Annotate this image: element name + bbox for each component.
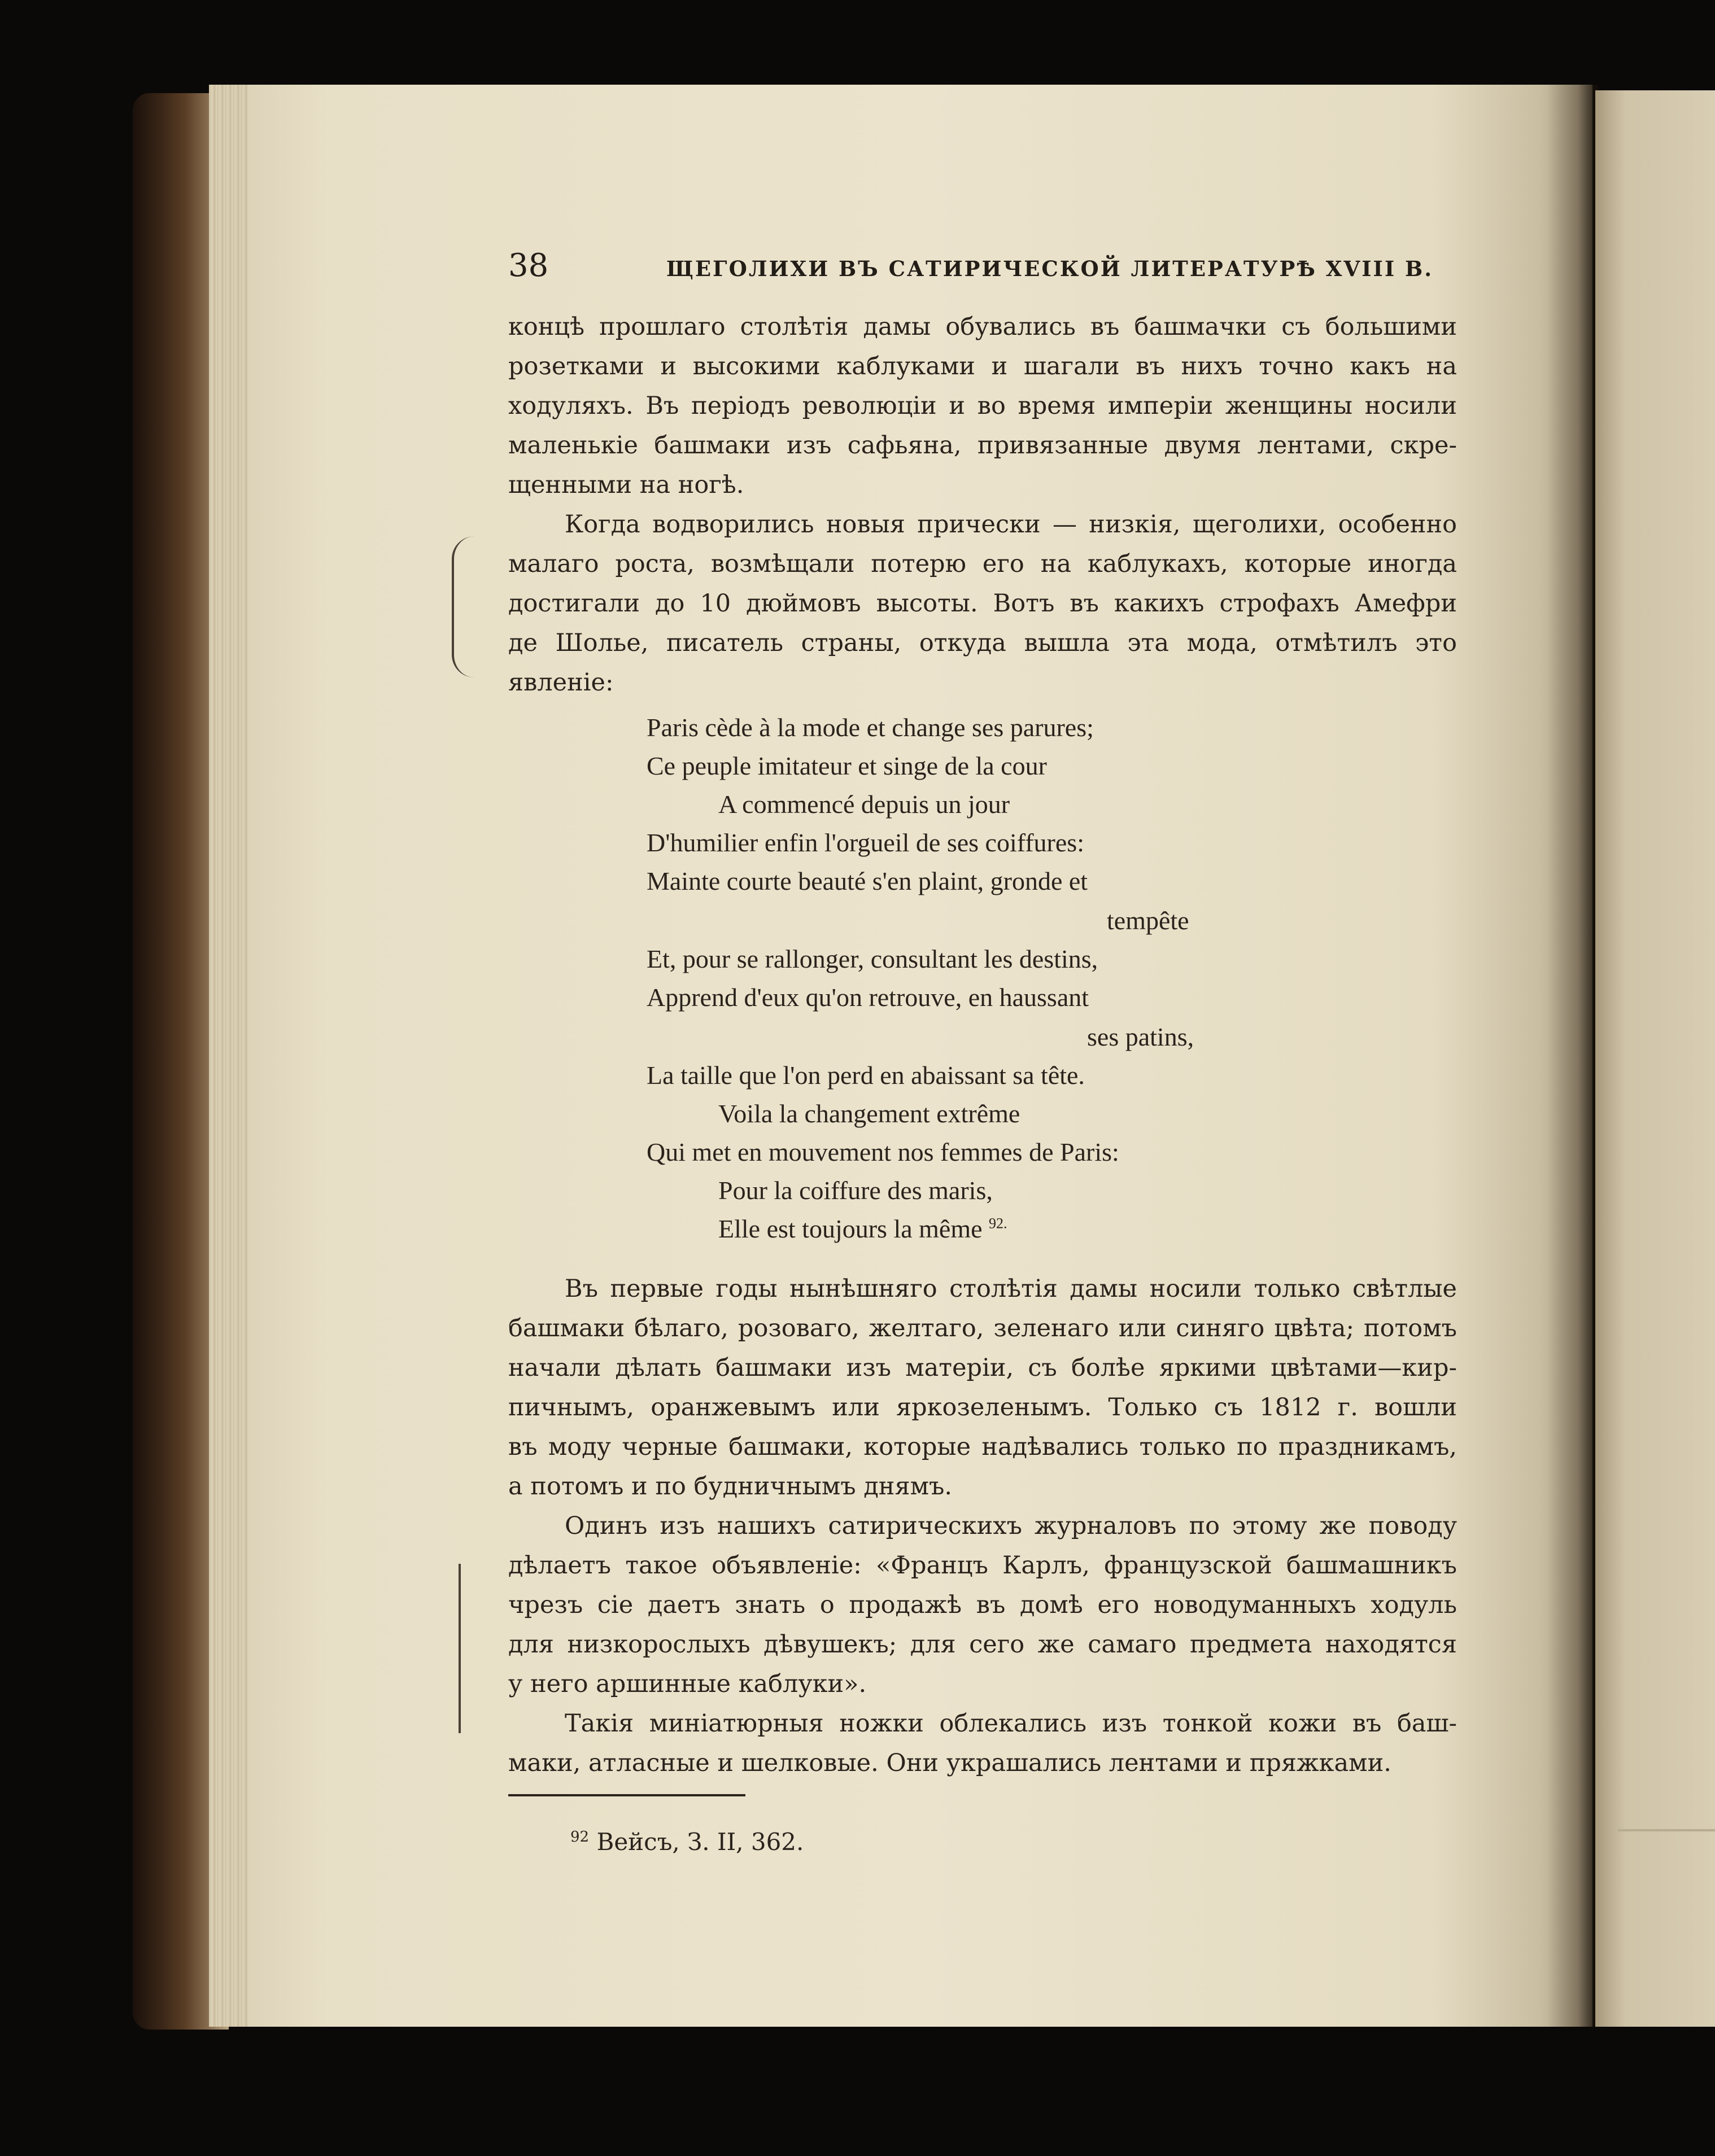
text-line: у него аршинные каблуки».: [508, 1670, 867, 1698]
page-number: 38: [508, 247, 549, 284]
verse-line: D'humilier enfin l'orgueil de ses coiffures:: [647, 828, 1084, 857]
pencil-margin-mark: [452, 536, 477, 677]
verse-line: Et, pour se rallonger, consultant les destins,: [647, 944, 1098, 973]
text-line: дѣлаетъ такое объявленіе: «Францъ Карлъ, французской башмашникъ: [508, 1551, 1457, 1580]
verse-line: Apprend d'eux qu'on retrouve, en haussant: [647, 983, 1089, 1012]
text-line: Въ первые годы нынѣшняго столѣтія дамы носили только свѣтлые: [565, 1275, 1457, 1303]
verse-line: [718, 1214, 1007, 1244]
text-line: ходуляхъ. Въ періодъ революціи и во время имперіи женщины носили: [508, 392, 1457, 420]
verse-line: Qui met en mouvement nos femmes de Paris:: [647, 1138, 1119, 1166]
verse-line: Voila la changement extrême: [718, 1099, 1020, 1128]
text-line: Когда водворились новыя прически — низкія, щеголихи, особенно: [565, 510, 1457, 539]
verse-line: ses patins,: [1087, 1022, 1194, 1051]
facing-page-rule: [1618, 1829, 1715, 1831]
text-line: въ моду черные башмаки, которые надѣвались только по праздникамъ,: [508, 1433, 1457, 1461]
verse-line: Paris cède à la mode et change ses parures;: [647, 713, 1094, 742]
text-line: а потомъ и по будничнымъ днямъ.: [508, 1472, 953, 1501]
footnote-text: Вейсъ, З. II, 362.: [596, 1828, 804, 1856]
verse-line: Ce peuple imitateur et singe de la cour: [647, 751, 1047, 780]
gutter-shadow: [1547, 85, 1598, 2027]
verse-line: tempête: [1107, 906, 1189, 935]
text-line: розетками и высокими каблуками и шагали въ нихъ точно какъ на: [508, 352, 1457, 381]
text-line: башмаки бѣлаго, розоваго, желтаго, зеленаго или синяго цвѣта; потомъ: [508, 1314, 1457, 1342]
footnote-ref: 92.: [989, 1215, 1007, 1232]
footnote-number: 92: [570, 1829, 590, 1845]
text-line: достигали до 10 дюймовъ высоты. Вотъ въ какихъ строфахъ Амефри: [508, 589, 1457, 618]
text-line: Такія миніатюрныя ножки облекались изъ тонкой кожи въ баш-: [565, 1709, 1457, 1738]
running-header: ЩЕГОЛИХИ ВЪ САТИРИЧЕСКОЙ ЛИТЕРАТУРѢ XVIII В.: [666, 256, 1434, 281]
text-line: щенными на ногѣ.: [508, 471, 744, 499]
footnote: [570, 1828, 804, 1856]
verse-line: Pour la coiffure des maris,: [718, 1176, 993, 1205]
text-line: явленіе:: [508, 668, 614, 697]
footnote-rule: [508, 1794, 745, 1796]
text-line: концѣ прошлаго столѣтія дамы обувались въ башмачки съ большими: [508, 313, 1457, 341]
verse-line: La taille que l'on perd en abaissant sa tête.: [647, 1061, 1085, 1090]
text-line: Одинъ изъ нашихъ сатирическихъ журналовъ по этому же поводу: [565, 1512, 1457, 1540]
text-line: малаго роста, возмѣщали потерю его на каблукахъ, которые иногда: [508, 550, 1457, 578]
text-line: маки, атласные и шелковые. Они украшались лентами и пряжками.: [508, 1749, 1391, 1777]
pencil-margin-mark: [459, 1564, 466, 1733]
verse-line: Mainte courte beauté s'en plaint, gronde et: [647, 867, 1088, 895]
text-line: начали дѣлать башмаки изъ матеріи, съ болѣе яркими цвѣтами—кир-: [508, 1354, 1457, 1382]
verse-line: A commencé depuis un jour: [718, 790, 1010, 819]
text-line: де Шолье, писатель страны, откуда вышла эта мода, отмѣтилъ это: [508, 629, 1457, 657]
text-line: чрезъ сіе даетъ знать о продажѣ въ домѣ его новодуманныхъ ходуль: [508, 1591, 1457, 1619]
text-line: для низкорослыхъ дѣвушекъ; для сего же самаго предмета находятся: [508, 1630, 1457, 1659]
verse-text: Elle est toujours la même: [718, 1214, 983, 1243]
facing-page-edge: [1595, 90, 1715, 2027]
text-line: маленькіе башмаки изъ сафьяна, привязанные двумя лентами, скре-: [508, 431, 1457, 460]
text-line: пичнымъ, оранжевымъ или яркозеленымъ. Только съ 1812 г. вошли: [508, 1393, 1457, 1422]
